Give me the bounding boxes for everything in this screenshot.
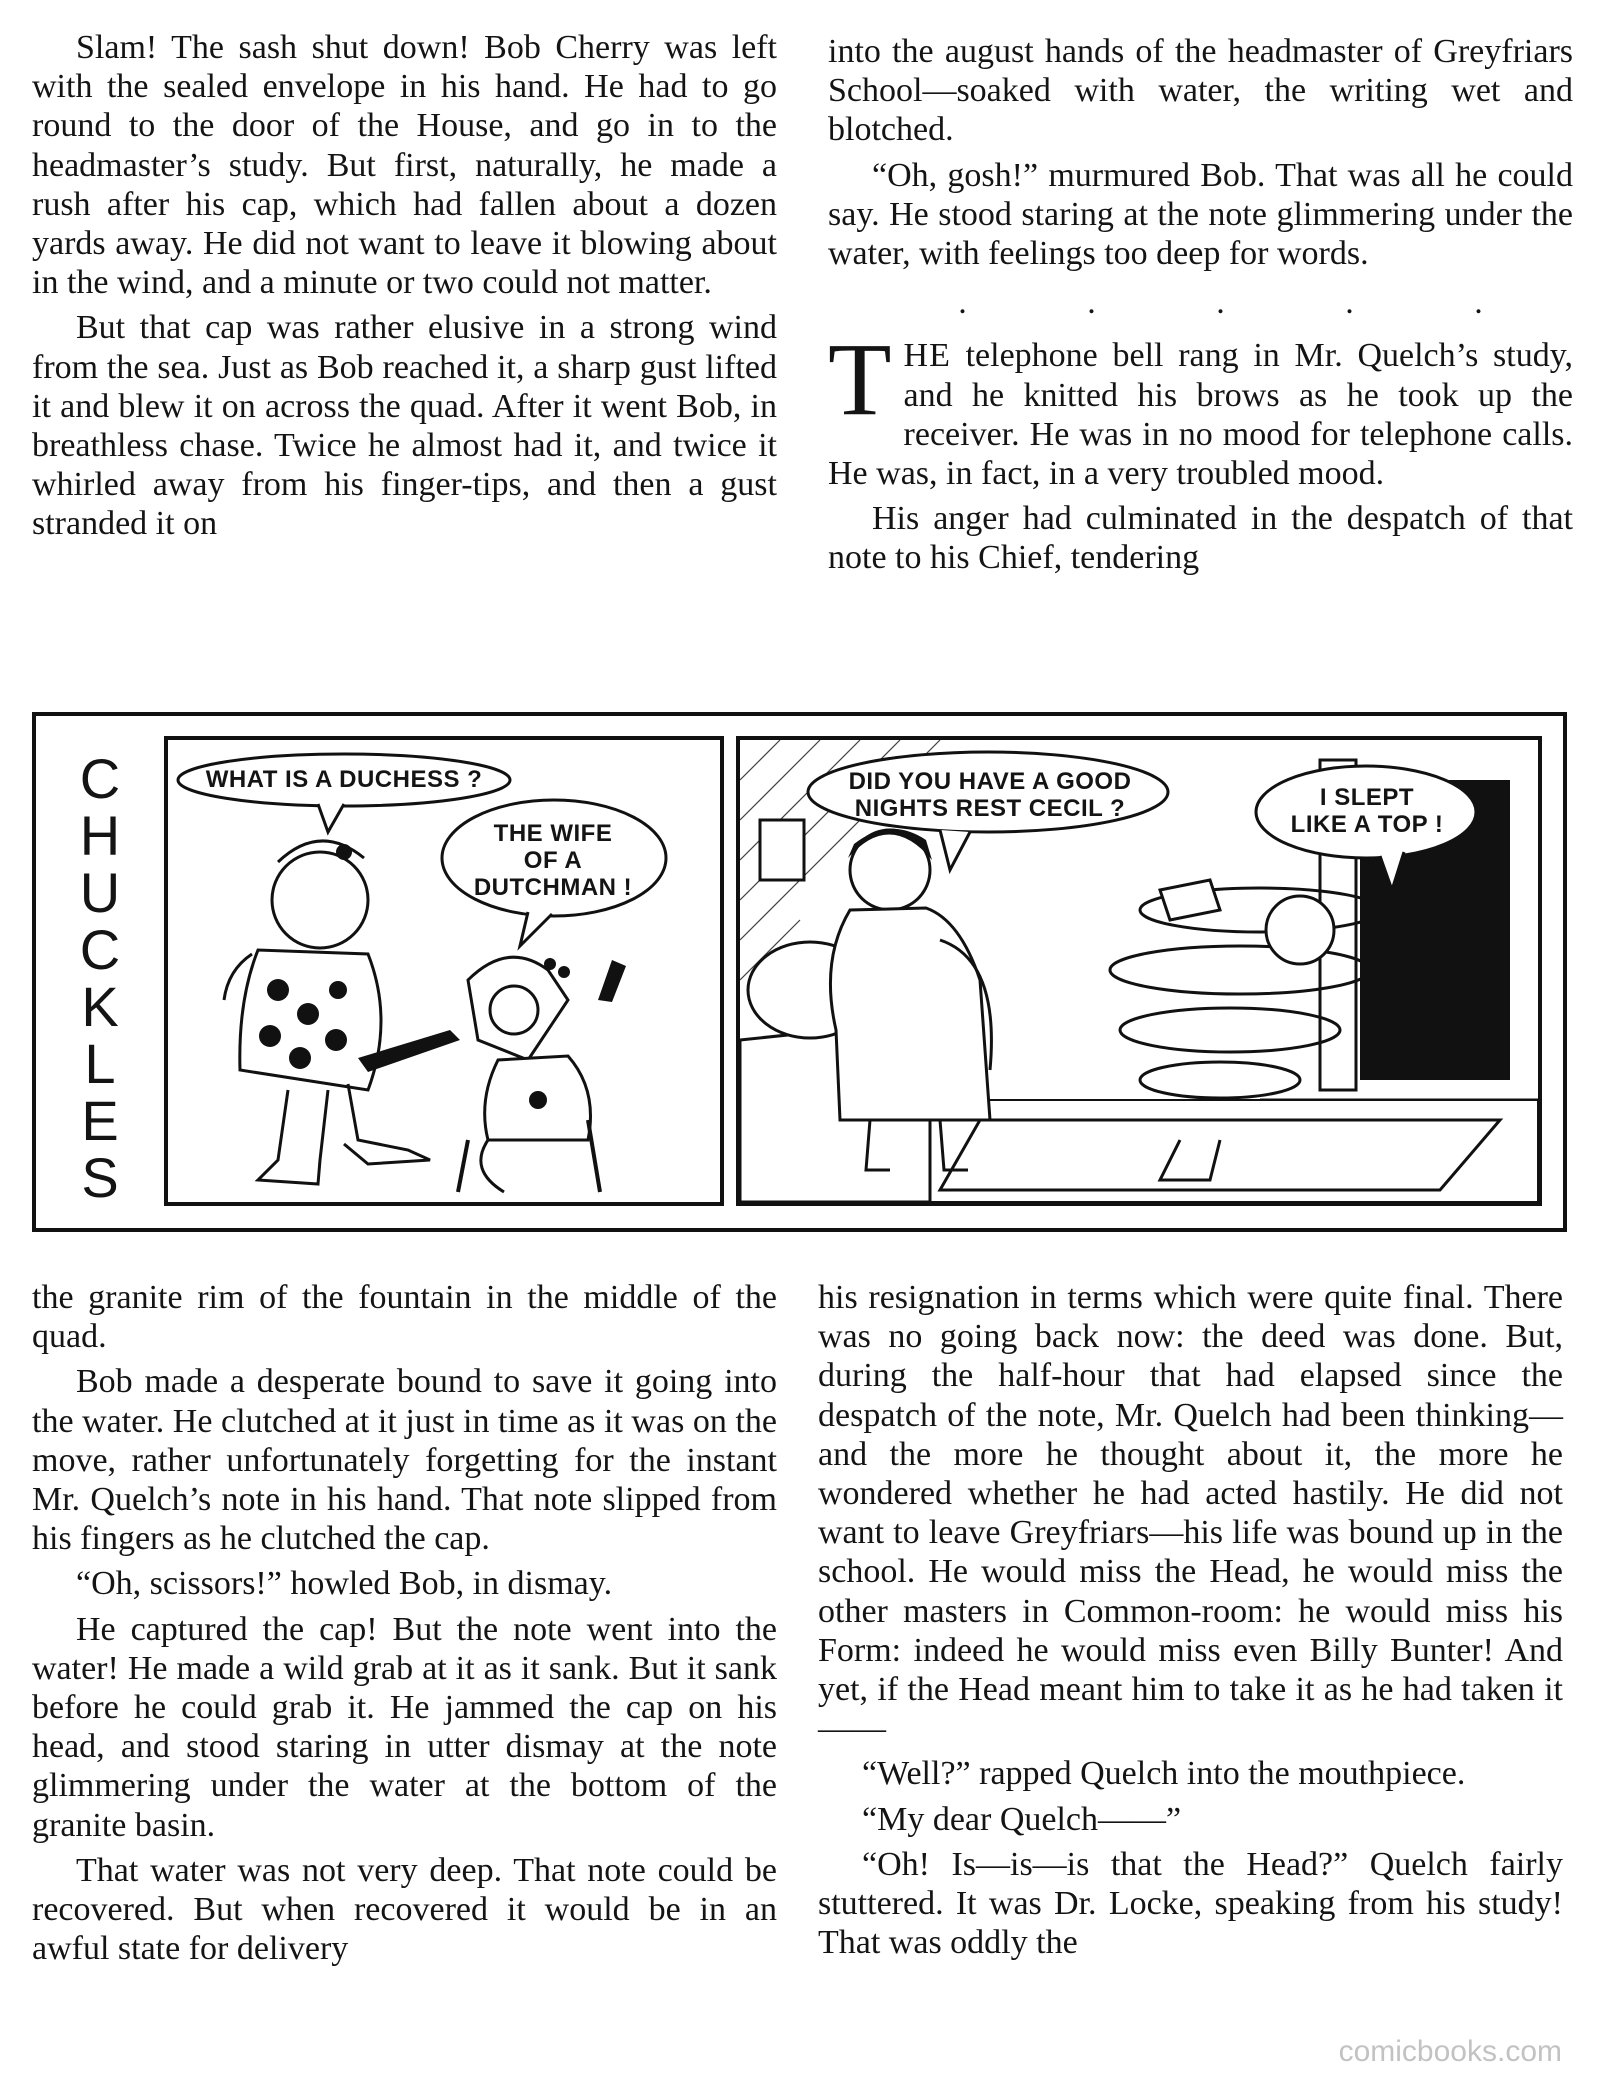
bubble-tail [318,804,344,832]
bubble-line: I SLEPT [1319,784,1415,811]
text-column-bottom-left [32,1278,777,1974]
dot: . [1216,284,1225,322]
text-column-bottom-right [818,1278,1563,1968]
bubble-tail [940,830,970,870]
title-letter: E [81,1089,119,1152]
paragraph: He captured the cap! But the note went into the water! He made a wild grab at it as it sank. But it sank before he could grab it. He jammed the cap on his head, and stood staring in utter dismay at the note glimmering under the water at the bottom of the granite basin. [32,1610,777,1844]
cartoon-panel-2 [736,736,1542,1206]
jar [760,820,804,880]
clown-head [272,852,368,948]
cartoon-strip [32,712,1567,1232]
paragraph: Bob made a desperate bound to save it going into the water. He clutched at it just in time as it was on the move, rather unfortunately forgetting for the instant Mr. Quelch’s note in his hand. That note slipped from his fingers as he clutched the cap. [32,1363,777,1558]
bubble-tail [520,912,552,946]
bubble-line: DID YOU HAVE A GOOD [848,768,1132,795]
paragraph: His anger had culminated in the despatch of that note to his Chief, tendering [828,500,1573,577]
speech-bubble-text: WHAT IS A DUCHESS ? [205,766,483,793]
section-break-dots [828,279,1573,336]
text-column-top-right [828,32,1573,584]
paragraph: his resignation in terms which were quite final. There was no going back now: the deed was done. But, during the half-hour that had elapsed since the despatch of the note, Mr. Quelch had been thinking—and the more he thought about it, the more he wondered whether he had acted hastily. He did not want to leave Greyfriars—his life was bound up in the school. He would miss the Head, he would miss the other masters in Common-room: he would miss his Form: indeed he would miss even Billy Bunter! And yet, if the Head meant him to take it as he had taken it—— [818,1279,1563,1748]
woman-body [830,908,990,1120]
bubble-line: OF A [523,847,583,874]
title-letter: H [79,804,121,867]
strip-title [50,747,150,1209]
title-letter: L [84,1032,116,1095]
watermark: comicbooks.com [1338,2035,1562,2068]
cartoon-panel-1 [164,736,724,1206]
dot: . [958,284,967,322]
paragraph-dropcap [828,322,1573,493]
paragraph: “Well?” rapped Quelch into the mouthpiece. [862,1755,1466,1793]
panel-1-illustration [168,740,720,1202]
man-head [1266,896,1334,964]
paragraph-text: telephone bell rang in Mr. Quelch’s study, and he knitted his brows as he took up the receiver. He was in no mood for telephone calls. He was, in fact, in a very troubled mood. [828,337,1573,493]
title-letter: S [81,1146,119,1209]
bubble-line: DUTCHMAN ! [473,874,633,901]
paragraph: Slam! The sash shut down! Bob Cherry was left with the sealed envelope in his hand. He had to go round to the door of the House, and go in to the headmaster’s study. But first, naturally, he made a rush after his cap, which had fallen about a dozen yards away. He did not want to leave it blowing about in the wind, and a minute or two could not matter. [32,29,777,302]
paragraph: That water was not very deep. That note could be recovered. But when recovered it would be in an awful state for delivery [32,1851,777,1968]
dot: . [1345,284,1354,322]
bubble-line: NIGHTS REST CECIL ? [854,795,1126,822]
speech-bubble-text [1262,784,1472,838]
paragraph: “Oh, scissors!” howled Bob, in dismay. [76,1565,613,1603]
paragraph: the granite rim of the fountain in the middle of the quad. [32,1279,777,1356]
title-letter: C [79,747,121,810]
text-column-top-left [32,28,777,550]
dot: . [1474,284,1483,322]
speech-bubble-text [458,820,648,901]
title-letter: U [79,861,121,924]
paragraph: “Oh, gosh!” murmured Bob. That was all he could say. He stood staring at the note glimmering under the water, with feelings too deep for words. [828,156,1573,273]
dot: . [1087,284,1096,322]
small-caps: HE [903,337,951,375]
paragraph: “My dear Quelch——” [862,1800,1182,1838]
paragraph: “Oh! Is—is—is that the Head?” Quelch fairly stuttered. It was Dr. Locke, speaking from his study! That was oddly the [818,1845,1563,1962]
bubble-line: THE WIFE [493,820,613,847]
paragraph: But that cap was rather elusive in a strong wind from the sea. Just as Bob reached it, a sharp gust lifted it and blew it on across the quad. After it went Bob, in breathless chase. Twice he almost had it, and twice it whirled away from his finger-tips, and then a gust stranded it on [32,309,777,543]
paragraph: into the august hands of the headmaster of Greyfriars School—soaked with water, the writing wet and blotched. [828,33,1573,149]
bubble-line: LIKE A TOP ! [1290,811,1444,838]
title-letter: C [79,918,121,981]
drop-cap: T [828,322,892,438]
title-letter: K [81,975,119,1038]
speech-bubble-text [810,768,1170,822]
